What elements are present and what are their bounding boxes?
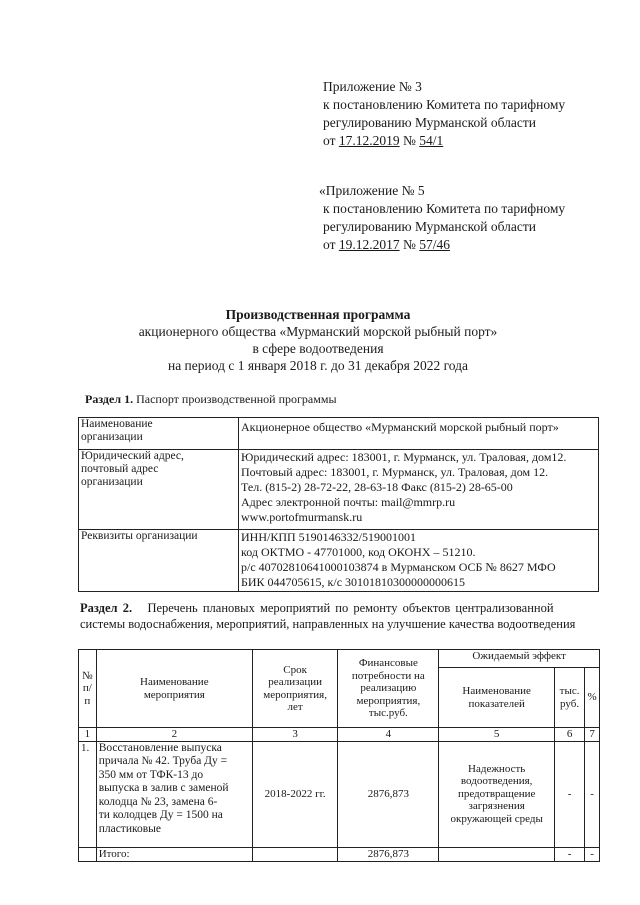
- program-subtitle: акционерного общества «Мурманский морской рыбный порт»: [138, 324, 498, 339]
- header-thousand: тыс. руб.: [554, 668, 584, 728]
- section2-heading-line2: системы водоснабжения, мероприятий, направленных на улучшение качества водоотведения: [80, 617, 576, 631]
- table-row: [79, 741, 600, 847]
- appendix-prev-date: 19.12.2017: [338, 237, 400, 252]
- program-sphere: в сфере водоотведения: [252, 341, 384, 356]
- appendix-prev-line2: к постановлению Комитета по тарифному: [323, 201, 566, 216]
- passport-value: Юридический адрес: 183001, г. Мурманск, ул. Траловая, дом12. Почтовый адрес: 183001, г. Мурманск, ул. Траловая, дом 12. Тел. (815-2) 28-72-22, 28-63-18 Факс (815-2) 28-65-00 Адрес электронной почты: mail@mmrp.ru www.portofmurmansk.ru: [239, 450, 599, 530]
- program-period: на период с 1 января 2018 г. до 31 декабря 2022 года: [167, 358, 469, 373]
- program-title: Производственная программа: [225, 307, 411, 322]
- col-number: 6: [554, 728, 584, 742]
- header-finance: Финансовые потребности на реализацию мероприятия, тыс.руб.: [338, 650, 439, 728]
- header-num: № п/п: [79, 650, 97, 728]
- passport-label: Реквизиты организации: [79, 530, 239, 592]
- appendix-current-line3: регулированию Мурманской области: [323, 115, 536, 130]
- total-label: Итого:: [96, 847, 252, 861]
- appendix-prev-date-line: от 19.12.2017 № 57/46: [323, 237, 451, 252]
- table-header-row: [79, 650, 600, 668]
- row-period: 2018-2022 гг.: [252, 741, 337, 847]
- header-percent: %: [585, 668, 600, 728]
- header-effect: Ожидаемый эффект: [439, 650, 600, 668]
- appendix-current-date-line: от 17.12.2019 № 54/1: [323, 133, 444, 148]
- passport-value: ИНН/КПП 5190146332/519001001 код ОКТМО - 47701000, код ОКОНХ – 51210. р/с 40702810641000103874 в Мурманском ОСБ № 8627 МФО БИК 044705615, к/с 30101810300000000615: [239, 530, 599, 592]
- total-percent: -: [585, 847, 600, 861]
- total-finance: 2876,873: [338, 847, 439, 861]
- table-row: [79, 418, 599, 450]
- passport-label: Юридический адрес, почтовый адрес организации: [79, 450, 239, 530]
- col-number: 1: [79, 728, 97, 742]
- col-number: 7: [585, 728, 600, 742]
- measures-table: [78, 649, 600, 862]
- passport-value: Акционерное общество «Мурманский морской рыбный порт»: [239, 418, 599, 450]
- total-thousand: -: [554, 847, 584, 861]
- row-num: 1.: [79, 741, 97, 847]
- row-percent: -: [585, 741, 600, 847]
- appendix-prev-title: «Приложение № 5: [319, 183, 425, 198]
- total-row: [79, 847, 600, 861]
- appendix-current-date: 17.12.2019: [338, 133, 400, 148]
- passport-table: [78, 417, 599, 592]
- section2-heading-line1: Раздел 2. Перечень плановых мероприятий по ремонту объектов централизованной: [80, 601, 554, 615]
- appendix-prev-number: 57/46: [419, 237, 451, 252]
- header-period: Срок реализации мероприятия, лет: [252, 650, 337, 728]
- row-thousand: -: [554, 741, 584, 847]
- section1-heading: Раздел 1. Паспорт производственной программы: [85, 392, 337, 406]
- header-indicator: Наименование показателей: [439, 668, 555, 728]
- row-finance: 2876,873: [338, 741, 439, 847]
- col-number: 4: [338, 728, 439, 742]
- table-row: [79, 450, 599, 530]
- appendix-current-number: 54/1: [419, 133, 444, 148]
- passport-label: Наименование организации: [79, 418, 239, 450]
- appendix-current-title: Приложение № 3: [323, 79, 422, 94]
- col-number: 3: [252, 728, 337, 742]
- col-number: 5: [439, 728, 555, 742]
- appendix-prev-line3: регулированию Мурманской области: [323, 219, 536, 234]
- column-numbers-row: [79, 728, 600, 742]
- row-indicator: Надежность водоотведения, предотвращение загрязнения окружающей среды: [439, 741, 555, 847]
- row-name: Восстановление выпуска причала № 42. Труба Ду = 350 мм от ТФК-13 до выпуска в залив с заменой колодца № 23, замена 6- ти колодцев Ду = 1500 на пластиковые: [96, 741, 252, 847]
- table-row: [79, 530, 599, 592]
- col-number: 2: [96, 728, 252, 742]
- appendix-current-line2: к постановлению Комитета по тарифному: [323, 97, 566, 112]
- header-name: Наименование мероприятия: [96, 650, 252, 728]
